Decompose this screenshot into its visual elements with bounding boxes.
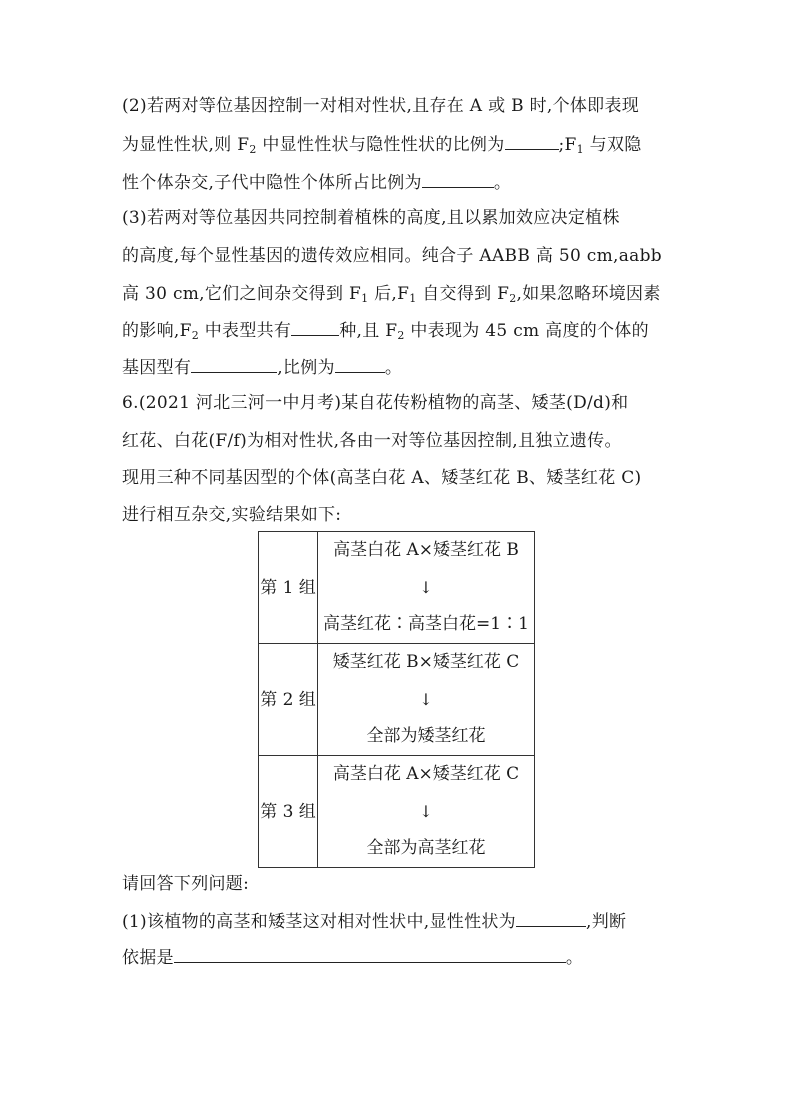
answer-prompt: [122, 872, 249, 896]
q3-text-1: (3)若两对等位基因共同控制着植株的高度,且以累加效应决定植株: [122, 208, 620, 228]
down-arrow-icon: ↓: [419, 690, 433, 709]
q2-sub-f2: 2: [249, 143, 257, 156]
group-label: 第 3 组: [259, 756, 318, 868]
table-row: [259, 644, 535, 756]
q3-text-4d: 中表现为 45 cm 高度的个体的: [404, 321, 649, 341]
q3-text-5a: 基因型有: [122, 358, 192, 378]
q6-line-2: [122, 429, 622, 453]
cross-cell: [318, 756, 535, 868]
q2-text-3b: 。: [493, 173, 512, 193]
q2-text-2b: 中显性性状与隐性性状的比例为: [256, 135, 505, 155]
cross-cell: [318, 644, 535, 756]
q3-sub-f1-b: 1: [409, 292, 417, 305]
q2-sub-f1: 1: [576, 143, 584, 156]
q2-text-3a: 性个体杂交,子代中隐性个体所占比例为: [122, 173, 422, 193]
q3-text-3a: 高 30 cm,它们之间杂交得到 F: [122, 284, 362, 304]
q3-text-3c: 自交得到 F: [416, 284, 510, 304]
answer-text-1a: (1)该植物的高茎和矮茎这对相对性状中,显性性状为: [122, 912, 516, 932]
q6-line-3: [122, 466, 641, 490]
q6-text-1: 6.(2021 河北三河一中月考)某自花传粉植物的高茎、矮茎(D/d)和: [122, 393, 629, 413]
q2-text-1: (2)若两对等位基因控制一对相对性状,且存在 A 或 B 时,个体即表现: [122, 96, 640, 116]
q3-text-3d: ,如果忽略环境因素: [516, 284, 661, 304]
q3-sub-f2-b: 2: [397, 329, 405, 342]
answer-text-1b: ,判断: [585, 912, 627, 932]
q2-text-2a: 为显性性状,则 F: [122, 135, 250, 155]
table-row: [259, 532, 535, 644]
group-label: 第 2 组: [259, 644, 318, 756]
answer-blank-dominant-trait[interactable]: [516, 909, 586, 927]
answer-prompt-text: 请回答下列问题:: [122, 874, 250, 894]
result-text: 全部为矮茎红花: [366, 726, 486, 746]
q3-sub-f1-a: 1: [361, 292, 369, 305]
cross-cell: [318, 532, 535, 644]
q2-text-2c: ;F: [558, 135, 577, 155]
q3-line-3: [122, 282, 661, 306]
cross-text: 高茎白花 A×矮茎红花 B: [333, 540, 519, 560]
q3-answer-blank-phenotypes[interactable]: [291, 318, 339, 336]
answer-text-1d: 。: [565, 948, 584, 968]
q3-answer-blank-genotypes[interactable]: [191, 355, 277, 373]
q3-text-4c: 种,且 F: [339, 321, 398, 341]
q2-answer-blank-ratio[interactable]: [505, 132, 559, 150]
cross-text: 高茎白花 A×矮茎红花 C: [332, 764, 520, 784]
q3-line-4: [122, 318, 649, 343]
q6-line-1: [122, 391, 628, 415]
q2-line-3: [122, 170, 511, 195]
down-arrow-icon: ↓: [419, 578, 433, 597]
q2-text-2d: 与双隐: [583, 135, 642, 155]
q3-text-5b: ,比例为: [277, 358, 335, 378]
q3-text-2: 的高度,每个显性基因的遗传效应相同。纯合子 AABB 高 50 cm,aabb: [122, 246, 662, 266]
q3-line-5: [122, 355, 402, 380]
q3-line-1: [122, 206, 620, 230]
table-row: [259, 756, 535, 868]
q2-line-2: [122, 132, 642, 157]
result-text: 高茎红花∶高茎白花=1∶1: [323, 614, 529, 634]
q3-sub-f2: 2: [509, 292, 517, 305]
q3-line-2: [122, 244, 662, 268]
q6-text-2: 红花、白花(F/f)为相对性状,各由一对等位基因控制,且独立遗传。: [122, 431, 622, 451]
q6-text-3: 现用三种不同基因型的个体(高茎白花 A、矮茎红花 B、矮茎红花 C): [122, 468, 642, 488]
q2-answer-blank-proportion[interactable]: [422, 170, 494, 188]
answer-blank-reason[interactable]: [174, 945, 566, 963]
q3-text-5c: 。: [384, 358, 403, 378]
result-text: 全部为高茎红花: [366, 838, 486, 858]
q3-text-4b: 中表型共有: [199, 321, 292, 341]
q3-answer-blank-ratio[interactable]: [335, 355, 385, 373]
q2-line-1: [122, 94, 639, 118]
q6-line-4: [122, 503, 341, 527]
cross-text: 矮茎红花 B×矮茎红花 C: [332, 652, 520, 672]
answer-line-1: [122, 909, 626, 934]
answer-text-1c: 依据是: [122, 948, 174, 968]
group-label: 第 1 组: [259, 532, 318, 644]
down-arrow-icon: ↓: [419, 802, 433, 821]
q3-text-4a: 的影响,F: [122, 321, 192, 341]
experiment-table: [258, 531, 535, 868]
answer-line-2: [122, 945, 583, 970]
q6-text-4: 进行相互杂交,实验结果如下:: [122, 505, 342, 525]
q3-sub-f2-a: 2: [191, 329, 200, 342]
q3-text-3b: 后,F: [368, 284, 410, 304]
